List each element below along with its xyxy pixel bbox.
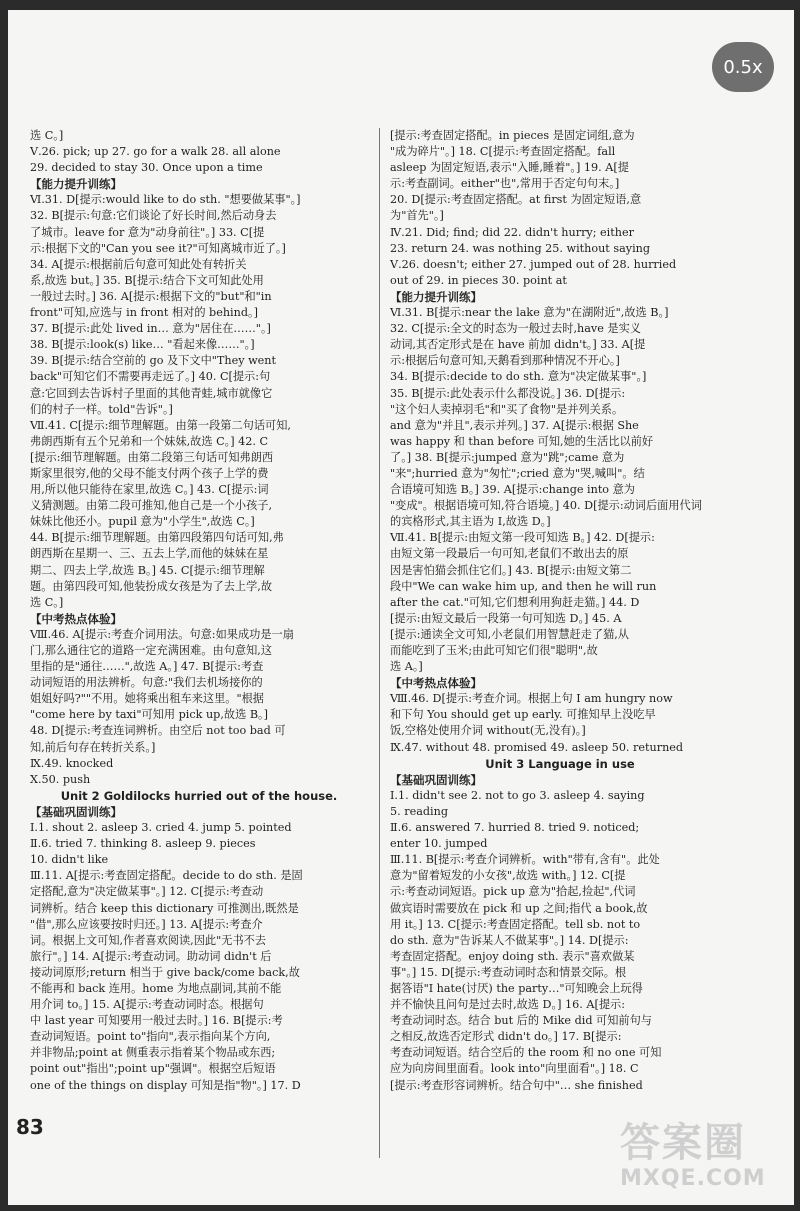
answer-line: "来";hurried 意为"匆忙";cried 意为"哭,喊叫"。结 [390,466,645,480]
answer-line: 期二、四去上学,故选 B。] 45. C[提示:细节理解 [30,563,265,577]
answer-line: Ⅸ.49. knocked [30,756,114,770]
answer-line: 34. B[提示:decide to do sth. 意为"决定做某事"。] [390,370,647,384]
answer-line: 应为向房间里面看。look into"向里面看"。] 18. C [390,1062,639,1076]
answer-line: 示:考查动词短语。pick up 意为"拾起,捡起",代词 [390,885,636,899]
answer-line: 用,所以他只能待在家里,故选 C。] 43. C[提示:词 [30,483,269,497]
answer-line: back"可知它们不需要再走远了。] 40. C[提示:句 [30,370,271,384]
answer-line: 中 last year 可知要用一般过去时。] 16. B[提示:考 [30,1014,283,1028]
answer-line: 据答语"I hate(讨厌) the party…"可知晚会上玩得 [390,981,643,995]
answer-line: Ⅹ.50. push [30,772,91,786]
answer-line: 知,前后句存在转折关系。] [30,740,156,754]
answer-line: 意:它回到去告诉村子里面的其他青蛙,城市就像它 [30,386,273,400]
answer-line: 事"。] 15. D[提示:考查动词时态和情景交际。根 [390,965,627,979]
answer-line: 门,那么通往它的道路一定充满困难。由句意知,这 [30,644,273,657]
right-column [390,128,730,1094]
answer-line: Ⅴ.26. doesn't; either 27. jumped out of 28. hurried [390,257,677,271]
answer-line: 了城市。leave for 意为"动身前往"。] 33. C[提 [30,225,265,239]
answer-line: 37. B[提示:此处 lived in… 意为"居住在……"。] [30,322,271,336]
answer-line: 接动词原形;return 相当于 give back/come back,故 [30,965,300,979]
answer-line: Ⅴ.26. pick; up 27. go for a walk 28. all alone [30,145,281,159]
column-divider [379,128,380,1158]
answer-line: after the cat."可知,它们想利用狗赶走猫。] 44. D [390,595,640,609]
answer-line: "come here by taxi"可知用 pick up,故选 B。] [30,708,269,722]
answer-line: Ⅷ.46. D[提示:考查介词。根据上句 I am hungry now [390,692,673,706]
answer-line: 10. didn't like [30,853,109,867]
answer-line: Ⅰ.1. didn't see 2. not to go 3. asleep 4. saying [390,788,645,802]
answer-line: 并不愉快且问句是过去时,故选 D。] 16. A[提示: [390,998,625,1012]
answer-line: 意为"留着短发的小女孩",故选 with。] 12. C[提 [390,869,626,883]
answer-line: 词。根据上文可知,作者喜欢阅读,因此"无书不去 [30,933,267,947]
answer-page [8,10,794,1205]
zoom-indicator-button[interactable]: 0.5x [712,42,774,92]
answer-line: 不能再和 back 连用。home 为地点副词,其前不能 [30,981,282,995]
answer-line: 而能吃到了玉米;由此可知它们很"聪明",故 [390,644,598,657]
answer-line: 之相反,故选否定形式 didn't do。] 17. B[提示: [390,1030,622,1044]
answer-line: 们的村子一样。told"告诉"。] [30,402,173,416]
answer-line: 段中"We can wake him up, and then he will run [390,579,657,593]
answer-line: 定搭配,意为"决定做某事"。] 12. C[提示:考查动 [30,885,264,899]
watermark-line1: 答案圈 [620,1120,746,1166]
section-heading: 【能力提升训练】 [30,177,122,192]
answer-line: "变成"。根据语境可知,符合语境。] 40. D[提示:动词后面用代词 [390,499,702,513]
answer-line: Ⅱ.6. answered 7. hurried 8. tried 9. noticed; [390,821,640,835]
answer-line: "借",那么应该要按时归还。] 13. A[提示:考查介 [30,917,263,931]
answer-line: 为"首先"。] [390,209,444,223]
answer-line: [提示:考查形容词辨析。结合句中"… she finished [390,1078,643,1092]
section-heading: 【基础巩固训练】 [30,804,122,819]
answer-line: 选 C。] [30,129,64,142]
answer-line: 弗朗西斯有五个兄弟和一个妹妹,故选 C。] 42. C [30,434,269,448]
answer-line: [提示:由短文最后一段第一句可知选 D。] 45. A [390,611,622,625]
answer-line: 姐姐好吗?""不用。她将乘出租车来这里。"根据 [30,692,264,706]
answer-line: 合语境可知选 B。] 39. A[提示:change into 意为 [390,483,635,497]
answer-line: 因是害怕猫会抓住它们。] 43. B[提示:由短文第二 [390,563,632,577]
answer-line: out of 29. in pieces 30. point at [390,273,567,287]
answer-line: 和下句 You should get up early. 可推知早上没吃早 [390,708,656,722]
answer-line: 了。] 38. B[提示:jumped 意为"跳";came 意为 [390,450,625,464]
answer-line: 旅行"。] 14. A[提示:考查动词。助动词 didn't 后 [30,949,272,963]
answer-line: and 意为"并且",表示并列。] 37. A[提示:根据 She [390,418,639,432]
unit-title: Unit 2 Goldilocks hurried out of the house. [60,788,338,803]
answer-line: 动词短语的用法辨析。句意:"我们去机场接你的 [30,676,263,690]
answer-line: point out"指出";point up"强调"。根据空后短语 [30,1062,276,1076]
unit-title: Unit 3 Language in use [485,756,635,771]
answer-line: 32. C[提示:全文的时态为一般过去时,have 是实义 [390,322,641,336]
answer-line: 29. decided to stay 30. Once upon a time [30,161,263,175]
answer-line: was happy 和 than before 可知,她的生活比以前好 [390,434,654,448]
answer-line: 32. B[提示:句意:它们谈论了好长时间,然后动身去 [30,209,277,223]
answer-line: 做宾语时需要放在 pick 和 up 之间;指代 a book,故 [390,901,648,915]
answer-line: 选 C。] [30,595,64,609]
answer-line: Ⅵ.31. D[提示:would like to do sth. "想要做某事"。] [30,193,301,207]
answer-line: 用介词 to。] 15. A[提示:考查动词时态。根据句 [30,998,264,1012]
answer-line: 考查动词短语。结合空后的 the room 和 no one 可知 [390,1046,662,1060]
section-heading: 【基础巩固训练】 [390,772,482,787]
answer-line: 示:考查副词。either"也",常用于否定句句末。] [390,177,620,191]
answer-line: 里指的是"通往……",故选 A。] 47. B[提示:考查 [30,660,264,674]
section-heading: 【能力提升训练】 [390,289,482,304]
answer-line: 由短文第一段最后一句可知,老鼠们不敢出去的原 [390,547,629,561]
section-heading: 【中考热点体验】 [390,676,482,691]
left-column [30,128,368,1094]
answer-line: Ⅱ.6. tried 7. thinking 8. asleep 9. pieces [30,837,256,851]
answer-line: 朗西斯在星期一、三、五去上学,而他的妹妹在星 [30,547,269,561]
answer-line: 39. B[提示:结合空前的 go 及下文中"They went [30,354,276,368]
answer-line: 选 A。] [390,660,423,674]
answer-line: 示:根据后句意可知,天鹅看到那种情况不开心。] [390,354,620,368]
answer-line: 考查动词时态。结合 but 后的 Mike did 可知前句与 [390,1014,652,1028]
answer-line: front"可知,应选与 in front 相对的 behind。] [30,306,258,320]
answer-line: do sth. 意为"告诉某人不做某事"。] 14. D[提示: [390,933,629,947]
answer-line: Ⅰ.1. shout 2. asleep 3. cried 4. jump 5. pointed [30,821,292,835]
answer-line: 34. A[提示:根据前后句意可知此处有转折关 [30,257,247,271]
answer-line: 系,故选 but。] 35. B[提示:结合下文可知此处用 [30,273,264,287]
answer-line: 考查固定搭配。enjoy doing sth. 表示"喜欢做某 [390,949,635,963]
answer-line: 一般过去时。] 36. A[提示:根据下文的"but"和"in [30,289,272,303]
answer-line: Ⅶ.41. C[提示:细节理解题。由第一段第二句话可知, [30,418,291,432]
answer-line: Ⅷ.46. A[提示:考查介词用法。句意:如果成功是一扇 [30,627,294,641]
watermark-logo [620,1120,780,1208]
answer-line: [提示:考查固定搭配。in pieces 是固定词组,意为 [390,129,635,142]
answer-line: 斯家里很穷,他的父母不能支付两个孩子上学的费 [30,466,269,480]
answer-line: 用 it。] 13. C[提示:考查固定搭配。tell sb. not to [390,917,641,931]
answer-line: 义猜测题。由第二段可推知,他自己是一个小孩子, [30,499,273,513]
answer-line: one of the things on display 可知是指"物"。] 17. D [30,1078,301,1092]
answer-line: Ⅸ.47. without 48. promised 49. asleep 50. returned [390,740,684,754]
answer-line: 妹妹比他还小。pupil 意为"小学生",故选 C。] [30,515,255,529]
answer-line: 44. B[提示:细节理解题。由第四段第四句话可知,弗 [30,531,284,545]
answer-line: 示:根据下文的"Can you see it?"可知离城市近了。] [30,241,286,255]
watermark-line2: MXQE.COM [620,1166,766,1191]
answer-line: [提示:通读全文可知,小老鼠们用智慧赶走了猫,从 [390,627,629,641]
answer-line: 5. reading [390,804,448,818]
answer-line: 查动词短语。point to"指向",表示指向某个方向, [30,1030,271,1044]
answer-line: 词辨析。结合 keep this dictionary 可推测出,既然是 [30,901,299,915]
answer-line: Ⅳ.21. Did; find; did 22. didn't hurry; either [390,225,634,239]
answer-line: 饭,空格处使用介词 without(无,没有)。] [390,724,586,738]
answer-line: enter 10. jumped [390,837,488,851]
answer-line: 20. D[提示:考查固定搭配。at first 为固定短语,意 [390,193,642,207]
answer-line: [提示:细节理解题。由第二段第三句话可知弗朗西 [30,450,274,464]
answer-line: 并非物品;point at 侧重表示指着某个物品或东西; [30,1046,276,1060]
answer-line: 35. B[提示:此处表示什么都没说。] 36. D[提示: [390,386,626,400]
answer-line: "成为碎片"。] 18. C[提示:考查固定搭配。fall [390,145,616,159]
answer-line: 38. B[提示:look(s) like… "看起来像……"。] [30,338,255,352]
section-heading: 【中考热点体验】 [30,611,122,626]
answer-line: 题。由第四段可知,他装扮成女孩是为了去上学,故 [30,579,273,593]
answer-line: 的宾格形式,其主语为 I,故选 D。] [390,515,551,529]
answer-line: 动词,其否定形式是在 have 前加 didn't。] 33. A[提 [390,338,646,352]
answer-line: Ⅲ.11. B[提示:考查介词辨析。with"带有,含有"。此处 [390,853,660,867]
page-number: 83 [16,1115,44,1139]
answer-line: "这个妇人卖掉羽毛"和"买了食物"是并列关系。 [390,402,624,416]
answer-line: asleep 为固定短语,表示"入睡,睡着"。] 19. A[提 [390,161,629,175]
answer-line: 48. D[提示:考查连词辨析。由空后 not too bad 可 [30,724,286,738]
answer-line: Ⅲ.11. A[提示:考查固定搭配。decide to do sth. 是固 [30,869,303,883]
answer-line: 23. return 24. was nothing 25. without saying [390,241,651,255]
answer-line: Ⅶ.41. B[提示:由短文第一段可知选 B。] 42. D[提示: [390,531,655,545]
answer-line: Ⅵ.31. B[提示:near the lake 意为"在湖附近",故选 B。] [390,306,669,320]
